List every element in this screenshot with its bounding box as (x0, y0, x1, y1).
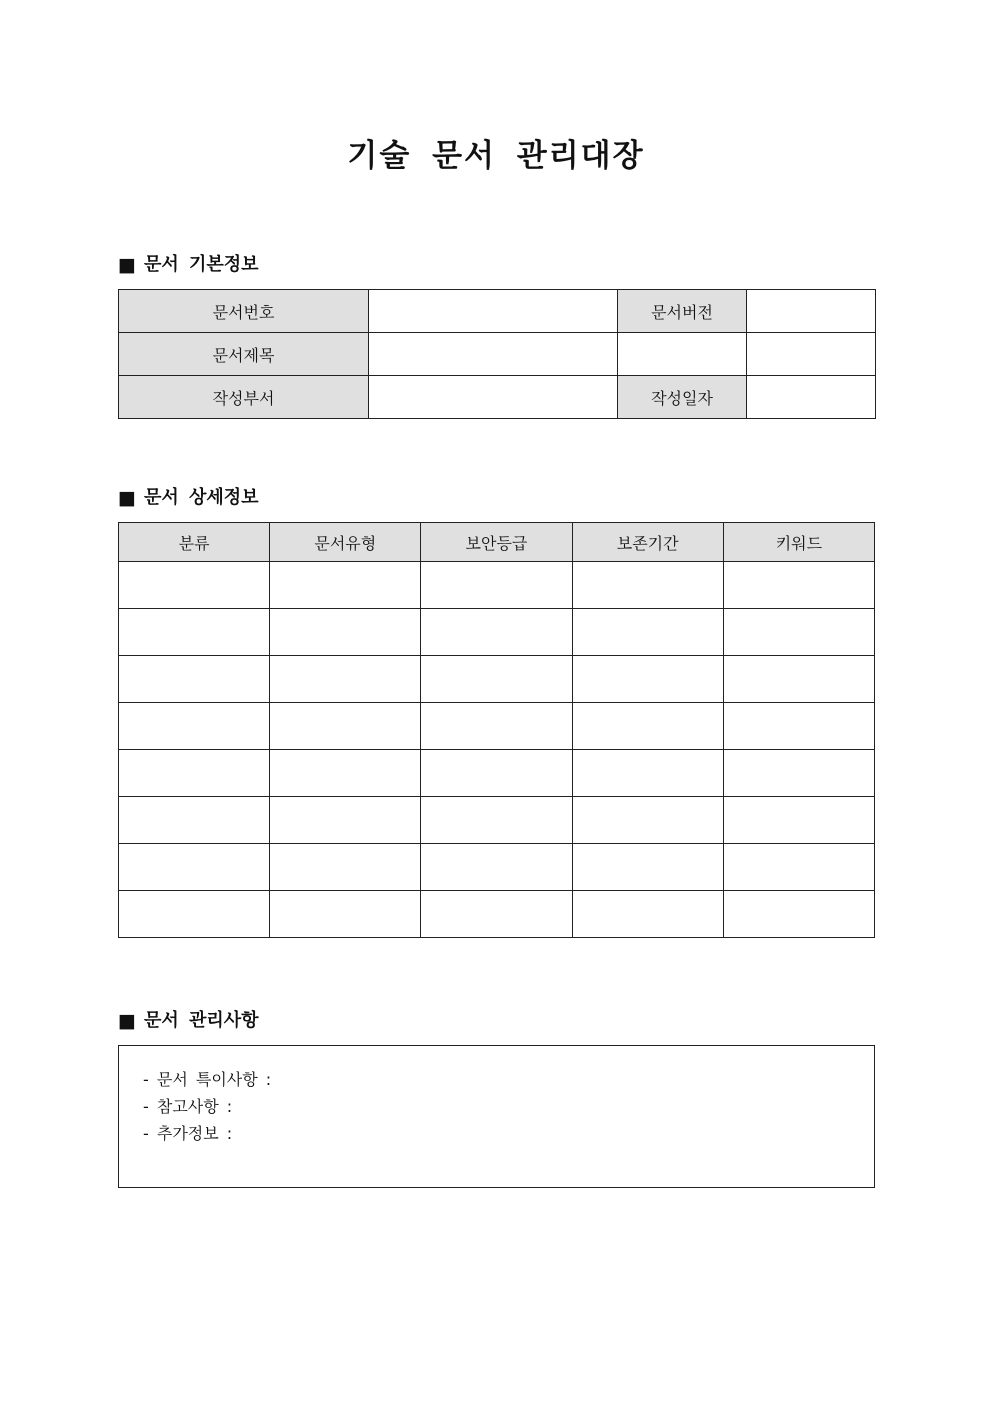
section-heading-management (118, 1009, 259, 1033)
cell-doc-type[interactable] (270, 562, 421, 609)
cell-keywords[interactable] (723, 656, 874, 703)
label-created-date: 작성일자 (618, 376, 747, 419)
cell-keywords[interactable] (723, 844, 874, 891)
cell-security-level[interactable] (421, 797, 572, 844)
field-doc-title-extra[interactable] (618, 333, 747, 376)
cell-category[interactable] (119, 609, 270, 656)
page-title: 기술 문서 관리대장 (347, 138, 645, 174)
basic-info-table (118, 289, 876, 419)
detail-info-table (118, 522, 875, 938)
note-references: - 참고사항 : (143, 1097, 233, 1116)
table-row (119, 750, 875, 797)
cell-retention-period[interactable] (572, 844, 723, 891)
cell-keywords[interactable] (723, 750, 874, 797)
column-header-keywords: 키워드 (723, 523, 874, 562)
square-bullet-icon: ■ (118, 1010, 136, 1032)
cell-retention-period[interactable] (572, 656, 723, 703)
field-doc-version[interactable] (747, 290, 876, 333)
label-doc-number: 문서번호 (119, 290, 369, 333)
cell-keywords[interactable] (723, 703, 874, 750)
cell-category[interactable] (119, 562, 270, 609)
cell-retention-period[interactable] (572, 750, 723, 797)
table-row (119, 609, 875, 656)
square-bullet-icon: ■ (118, 254, 136, 276)
label-doc-version: 문서버전 (618, 290, 747, 333)
cell-category[interactable] (119, 703, 270, 750)
cell-keywords[interactable] (723, 891, 874, 938)
table-row (119, 656, 875, 703)
section-title: 문서 기본정보 (143, 254, 259, 275)
cell-doc-type[interactable] (270, 844, 421, 891)
management-notes-box[interactable] (118, 1045, 875, 1188)
cell-security-level[interactable] (421, 609, 572, 656)
field-doc-number[interactable] (369, 290, 618, 333)
cell-keywords[interactable] (723, 797, 874, 844)
table-row (119, 797, 875, 844)
cell-category[interactable] (119, 844, 270, 891)
cell-security-level[interactable] (421, 844, 572, 891)
cell-retention-period[interactable] (572, 703, 723, 750)
field-created-date[interactable] (747, 376, 876, 419)
cell-security-level[interactable] (421, 562, 572, 609)
column-header-retention-period: 보존기간 (572, 523, 723, 562)
column-header-doc-type: 문서유형 (270, 523, 421, 562)
section-title: 문서 상세정보 (143, 487, 259, 508)
table-header-row (119, 523, 875, 562)
label-author-dept: 작성부서 (119, 376, 369, 419)
field-author-dept[interactable] (369, 376, 618, 419)
field-doc-title-extra-2[interactable] (747, 333, 876, 376)
cell-keywords[interactable] (723, 609, 874, 656)
table-row (119, 891, 875, 938)
table-row (119, 376, 876, 419)
note-additional-info: - 추가정보 : (143, 1124, 233, 1143)
cell-retention-period[interactable] (572, 562, 723, 609)
label-doc-title: 문서제목 (119, 333, 369, 376)
cell-security-level[interactable] (421, 750, 572, 797)
cell-retention-period[interactable] (572, 609, 723, 656)
cell-keywords[interactable] (723, 562, 874, 609)
cell-security-level[interactable] (421, 891, 572, 938)
cell-category[interactable] (119, 891, 270, 938)
note-special-remarks: - 문서 특이사항 : (143, 1070, 272, 1089)
notes-list (119, 1046, 874, 1147)
cell-doc-type[interactable] (270, 797, 421, 844)
table-row (119, 333, 876, 376)
cell-retention-period[interactable] (572, 797, 723, 844)
cell-category[interactable] (119, 750, 270, 797)
cell-retention-period[interactable] (572, 891, 723, 938)
cell-doc-type[interactable] (270, 703, 421, 750)
field-doc-title[interactable] (369, 333, 618, 376)
section-heading-detail-info (118, 486, 259, 510)
section-title: 문서 관리사항 (143, 1010, 259, 1031)
column-header-category: 분류 (119, 523, 270, 562)
cell-security-level[interactable] (421, 656, 572, 703)
cell-doc-type[interactable] (270, 750, 421, 797)
table-row (119, 290, 876, 333)
cell-doc-type[interactable] (270, 891, 421, 938)
table-row (119, 703, 875, 750)
column-header-security-level: 보안등급 (421, 523, 572, 562)
square-bullet-icon: ■ (118, 487, 136, 509)
cell-category[interactable] (119, 797, 270, 844)
section-heading-basic-info (118, 253, 259, 277)
cell-category[interactable] (119, 656, 270, 703)
table-row (119, 562, 875, 609)
cell-doc-type[interactable] (270, 656, 421, 703)
cell-security-level[interactable] (421, 703, 572, 750)
cell-doc-type[interactable] (270, 609, 421, 656)
table-row (119, 844, 875, 891)
